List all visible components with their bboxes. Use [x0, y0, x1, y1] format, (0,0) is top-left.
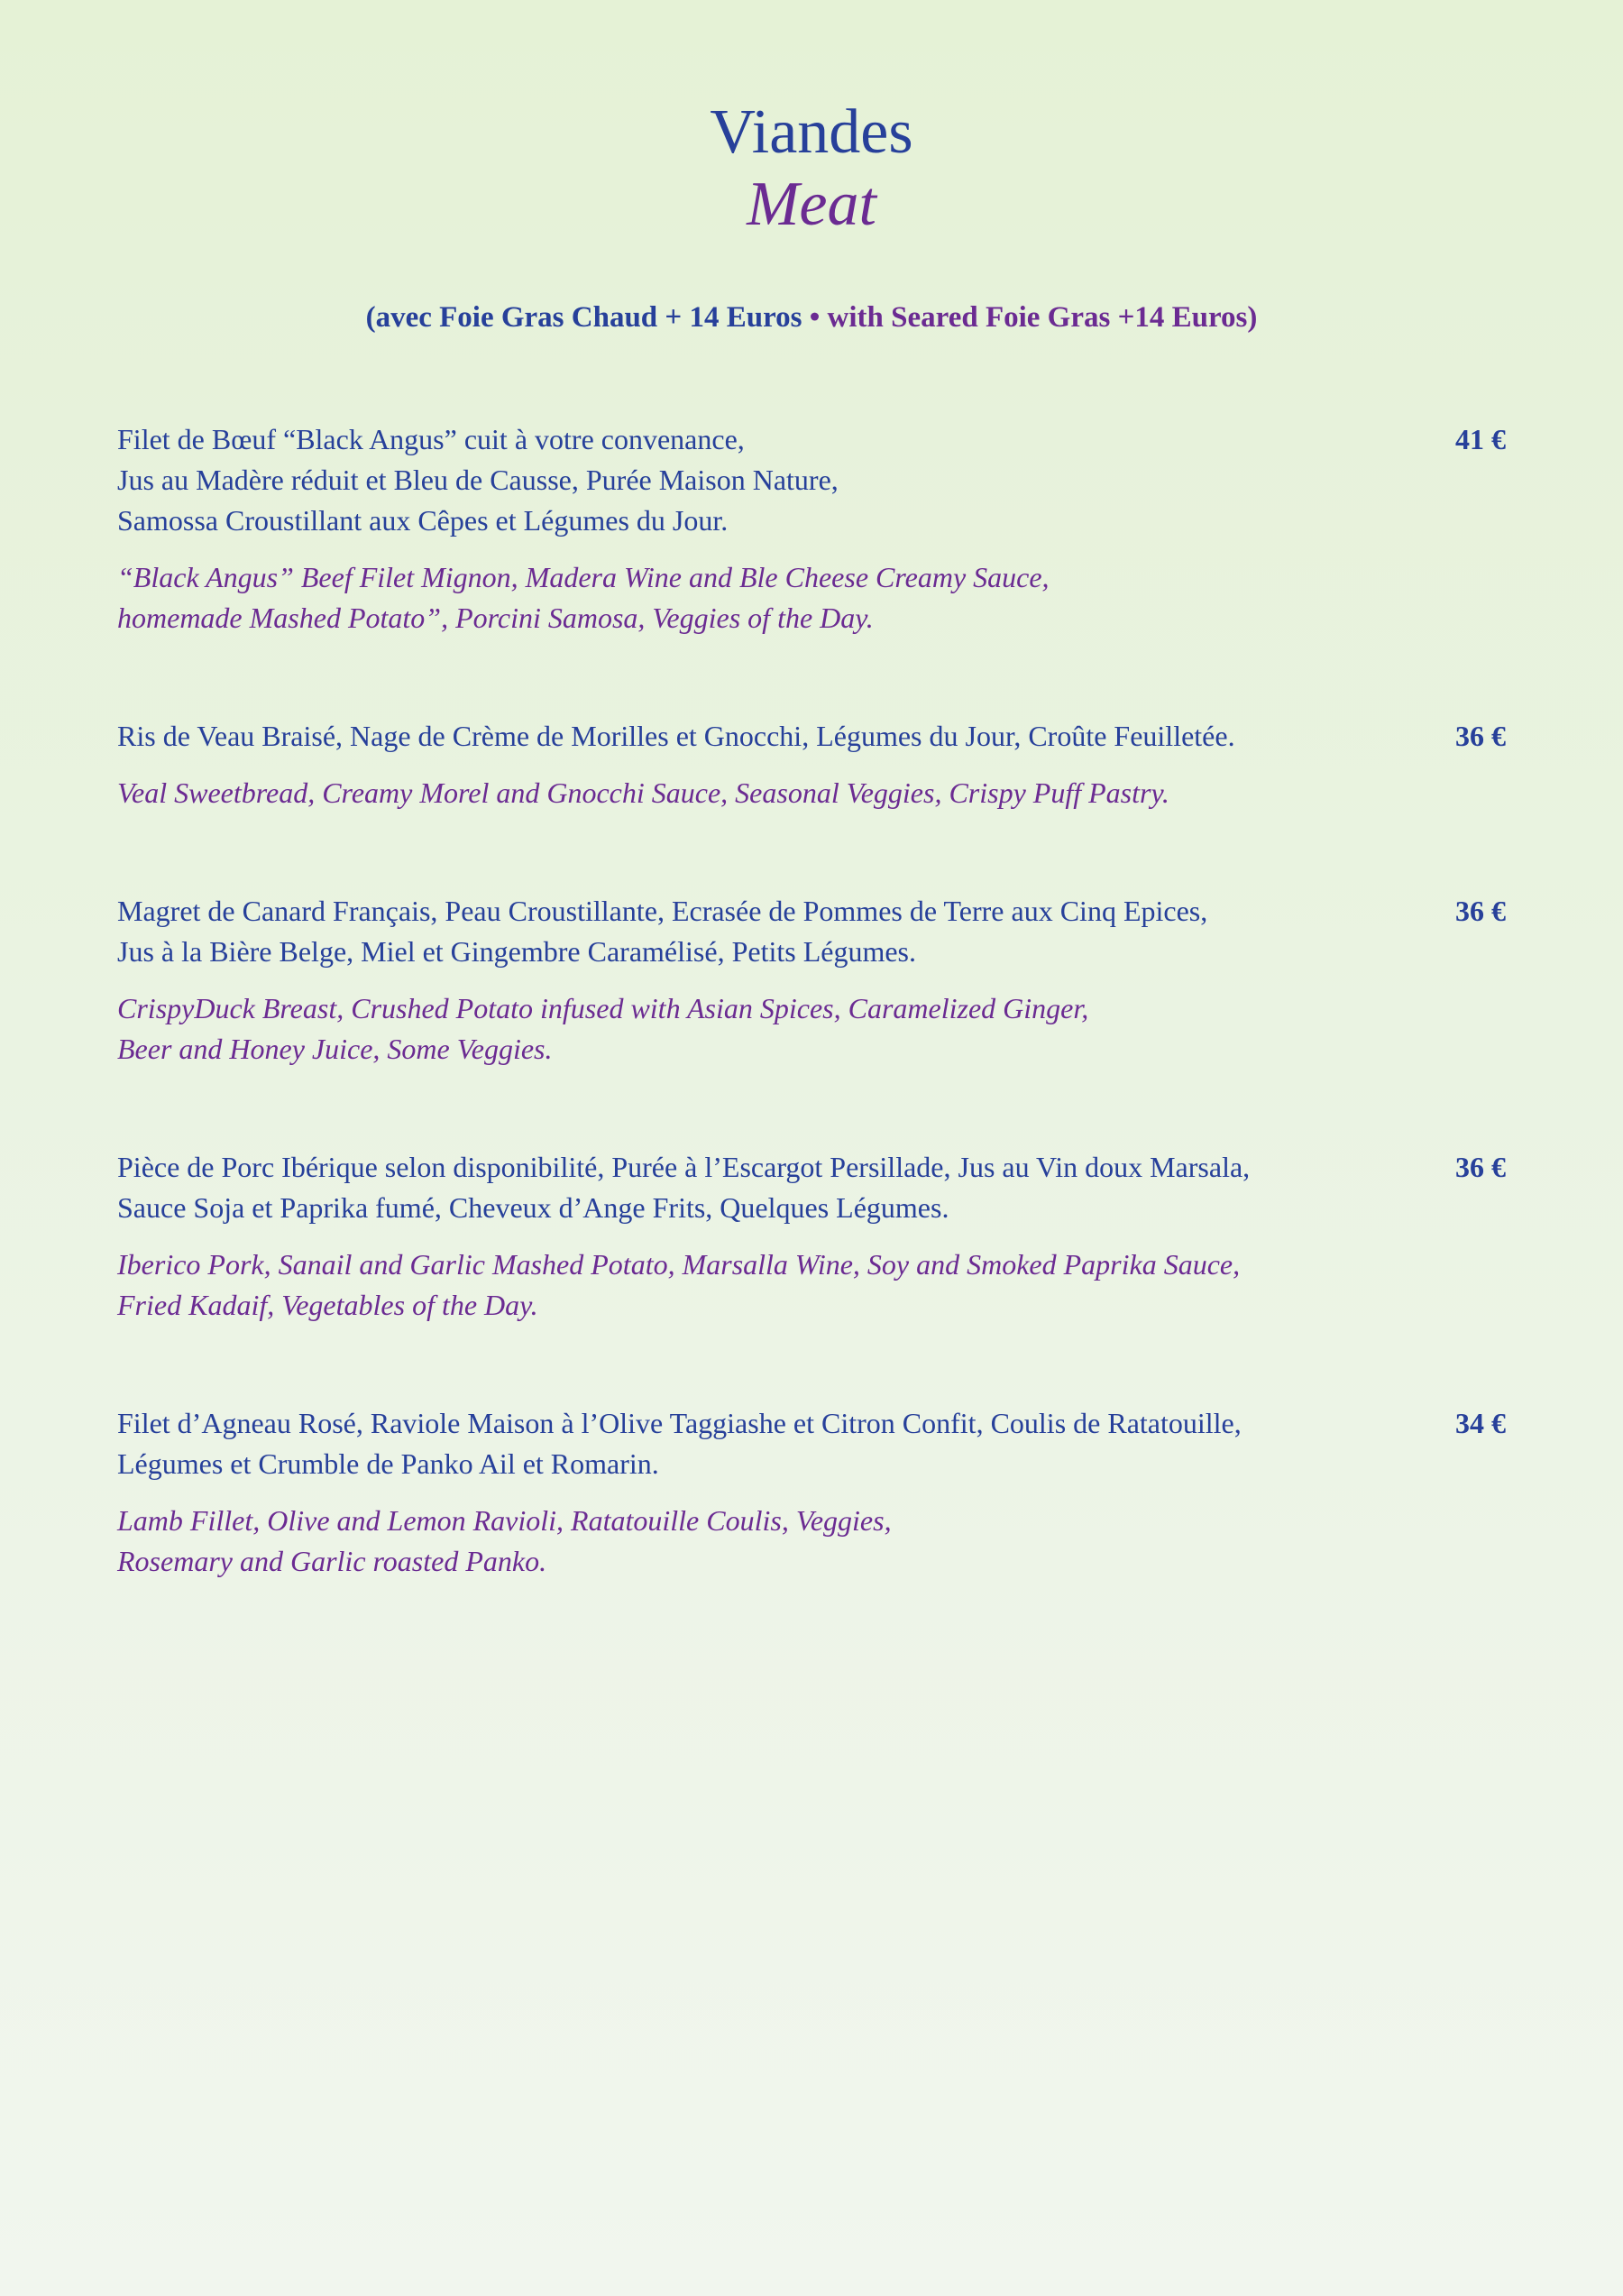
menu-item	[117, 891, 1506, 1070]
dish-description-english	[117, 988, 1380, 1070]
dish-description-french	[117, 419, 1380, 541]
description-line: Jus à la Bière Belge, Miel et Gingembre Caramélisé, Petits Légumes.	[117, 935, 916, 968]
menu-item	[117, 716, 1506, 813]
description-line: Veal Sweetbread, Creamy Morel and Gnocchi Sauce, Seasonal Veggies, Crispy Puff Pastry.	[117, 776, 1169, 809]
note-english: with Seared Foie Gras +14 Euros)	[827, 301, 1258, 334]
dish-description-french	[117, 716, 1380, 757]
dish-description-english	[117, 1501, 1380, 1582]
menu-item	[117, 1403, 1506, 1582]
description-line: Magret de Canard Français, Peau Croustillante, Ecrasée de Pommes de Terre aux Cinq Epices,	[117, 895, 1208, 927]
description-line: Sauce Soja et Paprika fumé, Cheveux d’Ange Frits, Quelques Légumes.	[117, 1191, 949, 1224]
dish-price: 34 €	[1455, 1407, 1506, 1439]
section-subtitle: Meat	[747, 170, 876, 239]
dish-price: 41 €	[1455, 423, 1506, 455]
description-line: Rosemary and Garlic roasted Panko.	[117, 1545, 547, 1577]
note-french: (avec Foie Gras Chaud + 14 Euros	[365, 301, 802, 334]
description-line: Légumes et Crumble de Panko Ail et Romarin.	[117, 1447, 659, 1480]
description-line: Filet d’Agneau Rosé, Raviole Maison à l’Olive Taggiashe et Citron Confit, Coulis de Ratatouille,	[117, 1407, 1242, 1439]
menu-item	[117, 419, 1506, 638]
description-line: Fried Kadaif, Vegetables of the Day.	[117, 1289, 538, 1321]
description-line: Lamb Fillet, Olive and Lemon Ravioli, Ratatouille Coulis, Veggies,	[117, 1504, 892, 1537]
dish-description-english	[117, 1244, 1380, 1326]
menu-item	[117, 1147, 1506, 1326]
dish-description-french	[117, 891, 1380, 972]
dish-price: 36 €	[1455, 1151, 1506, 1183]
bullet-separator: •	[809, 301, 821, 334]
dish-price: 36 €	[1455, 720, 1506, 752]
description-line: Jus au Madère réduit et Bleu de Causse, Purée Maison Nature,	[117, 464, 839, 496]
description-line: Pièce de Porc Ibérique selon disponibilité, Purée à l’Escargot Persillade, Jus au Vin doux Marsala,	[117, 1151, 1251, 1183]
dish-description-french	[117, 1403, 1380, 1484]
description-line: CrispyDuck Breast, Crushed Potato infused with Asian Spices, Caramelized Ginger,	[117, 992, 1089, 1024]
section-title: Viandes	[710, 97, 913, 167]
description-line: Beer and Honey Juice, Some Veggies.	[117, 1033, 553, 1065]
dish-description-english	[117, 557, 1380, 638]
description-line: Samossa Croustillant aux Cêpes et Légumes du Jour.	[117, 504, 729, 537]
description-line: Iberico Pork, Sanail and Garlic Mashed Potato, Marsalla Wine, Soy and Smoked Paprika Sauce,	[117, 1248, 1241, 1281]
dish-description-french	[117, 1147, 1380, 1228]
description-line: homemade Mashed Potato”, Porcini Samosa, Veggies of the Day.	[117, 602, 874, 634]
foie-gras-supplement-note	[0, 303, 1623, 333]
dish-price: 36 €	[1455, 895, 1506, 927]
description-line: Filet de Bœuf “Black Angus” cuit à votre convenance,	[117, 423, 745, 455]
dish-description-english	[117, 773, 1380, 813]
menu-items-list	[117, 419, 1506, 1659]
description-line: Ris de Veau Braisé, Nage de Crème de Morilles et Gnocchi, Légumes du Jour, Croûte Feuilletée.	[117, 720, 1235, 752]
description-line: “Black Angus” Beef Filet Mignon, Madera Wine and Ble Cheese Creamy Sauce,	[117, 561, 1050, 593]
